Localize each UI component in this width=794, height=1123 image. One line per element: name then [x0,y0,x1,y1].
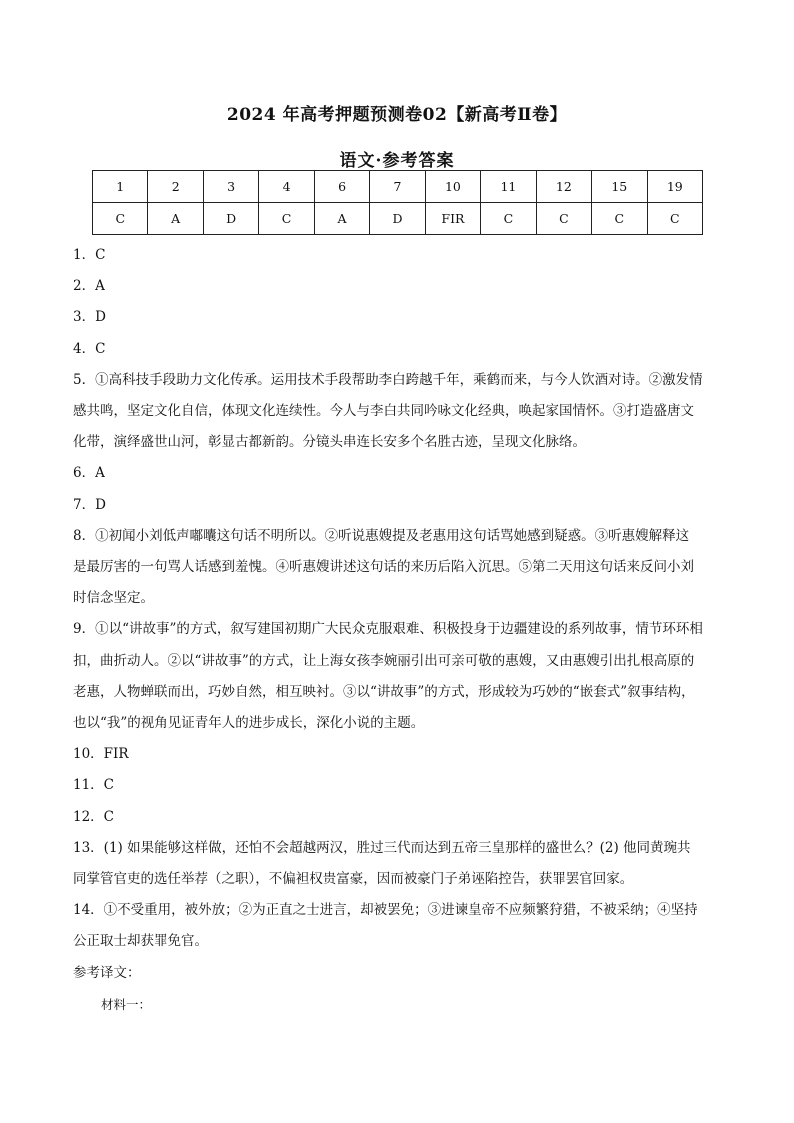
answer-8-line-3: 时信念坚定。 [73,590,154,607]
question-number-cell: 10 [425,171,480,203]
question-number-cell: 19 [647,171,702,203]
page-title: 2024 年高考押题预测卷02【新高考Ⅱ卷】 [226,105,568,125]
answer-cell: C [647,203,702,235]
answer-3: 3．D [73,309,106,326]
answer-9-line-3: 老惠，人物蝉联而出，巧妙自然，相互映衬。③以“讲故事”的方式，形成较为巧妙的“嵌套式”叙事结构， [73,683,695,700]
answer-5-line-2: 感共鸣，坚定文化自信，体现文化连续性。今人与李白共同吟咏文化经典，唤起家国情怀。③打造盛唐文 [73,403,694,420]
question-number-cell: 3 [203,171,258,203]
answer-9-line-4: 也以“我”的视角见证青年人的进步成长，深化小说的主题。 [73,715,425,732]
answer-cell: C [93,203,148,235]
answer-row [93,203,703,235]
answer-8-line-1: 8．①初闻小刘低声嘟囔这句话不明所以。②听说惠嫂提及老惠用这句话骂她感到疑惑。③听惠嫂解释这 [73,527,690,544]
answer-9-line-2: 扣，曲折动人。②以“讲故事”的方式，让上海女孩李婉丽引出可亲可敬的惠嫂，又由惠嫂引出扎根高原的 [73,652,695,669]
question-number-row [93,171,703,203]
question-number-cell: 6 [314,171,369,203]
answer-cell: C [481,203,536,235]
answer-5-line-3: 化带，演绎盛世山河，彰显古都新韵。分镜头串连长安多个名胜古迹，呈现文化脉络。 [73,434,586,451]
answer-5-line-1: 5．①高科技手段助力文化传承。运用技术手段帮助李白跨越千年，乘鹤而来，与今人饮酒对诗。②激发情 [73,371,703,388]
answer-cell: D [370,203,425,235]
answer-12: 12．C [73,808,115,825]
answer-list [73,240,723,1020]
answer-1: 1．C [73,247,106,263]
question-number-cell: 12 [536,171,591,203]
answer-7: 7．D [73,496,106,513]
answer-cell: A [314,203,369,235]
answer-4: 4．C [73,340,106,357]
question-number-cell: 2 [148,171,203,203]
answer-cell: C [536,203,591,235]
answer-2: 2．A [73,278,105,295]
answer-14-line-2: 公正取士却获罪免官。 [73,933,208,950]
answer-cell: C [592,203,647,235]
answer-10: 10．FIR [73,746,129,763]
answer-cell: C [259,203,314,235]
page-subtitle: 语文·参考答案 [339,151,455,171]
material-1-label: 材料一： [101,996,152,1012]
question-number-cell: 11 [481,171,536,203]
question-number-cell: 1 [93,171,148,203]
question-number-cell: 4 [259,171,314,203]
answer-cell: FIR [425,203,480,235]
answer-table [92,170,703,235]
question-number-cell: 15 [592,171,647,203]
answer-14-line-1: 14．①不受重用，被外放；②为正直之士进言，却被罢免；③进谏皇帝不应频繁狩猎，不被采纳；④坚持 [73,902,698,919]
answer-8-line-2: 是最厉害的一句骂人话感到羞愧。④听惠嫂讲述这句话的来历后陷入沉思。⑤第二天用这句话来反问小刘 [73,559,694,576]
answer-9-line-1: 9．①以“讲故事”的方式，叙写建国初期广大民众克服艰难、积极投身于边疆建设的系列故事，情节环环相 [73,621,703,638]
question-number-cell: 7 [370,171,425,203]
answer-11: 11．C [73,777,115,794]
answer-13-line-1: 13．(1) 如果能够这样做，还怕不会超越两汉，胜过三代而达到五帝三皇那样的盛世么？(2) 他同黄琬共 [73,839,691,856]
answer-13-line-2: 同掌管官吏的选任举荐（之职），不偏袒权贵富豪，因而被豪门子弟诬陷控告，获罪罢官回家。 [73,871,634,888]
reference-translation-heading: 参考译文： [73,964,141,981]
answer-6: 6．A [73,465,105,482]
answer-cell: A [148,203,203,235]
answer-cell: D [203,203,258,235]
